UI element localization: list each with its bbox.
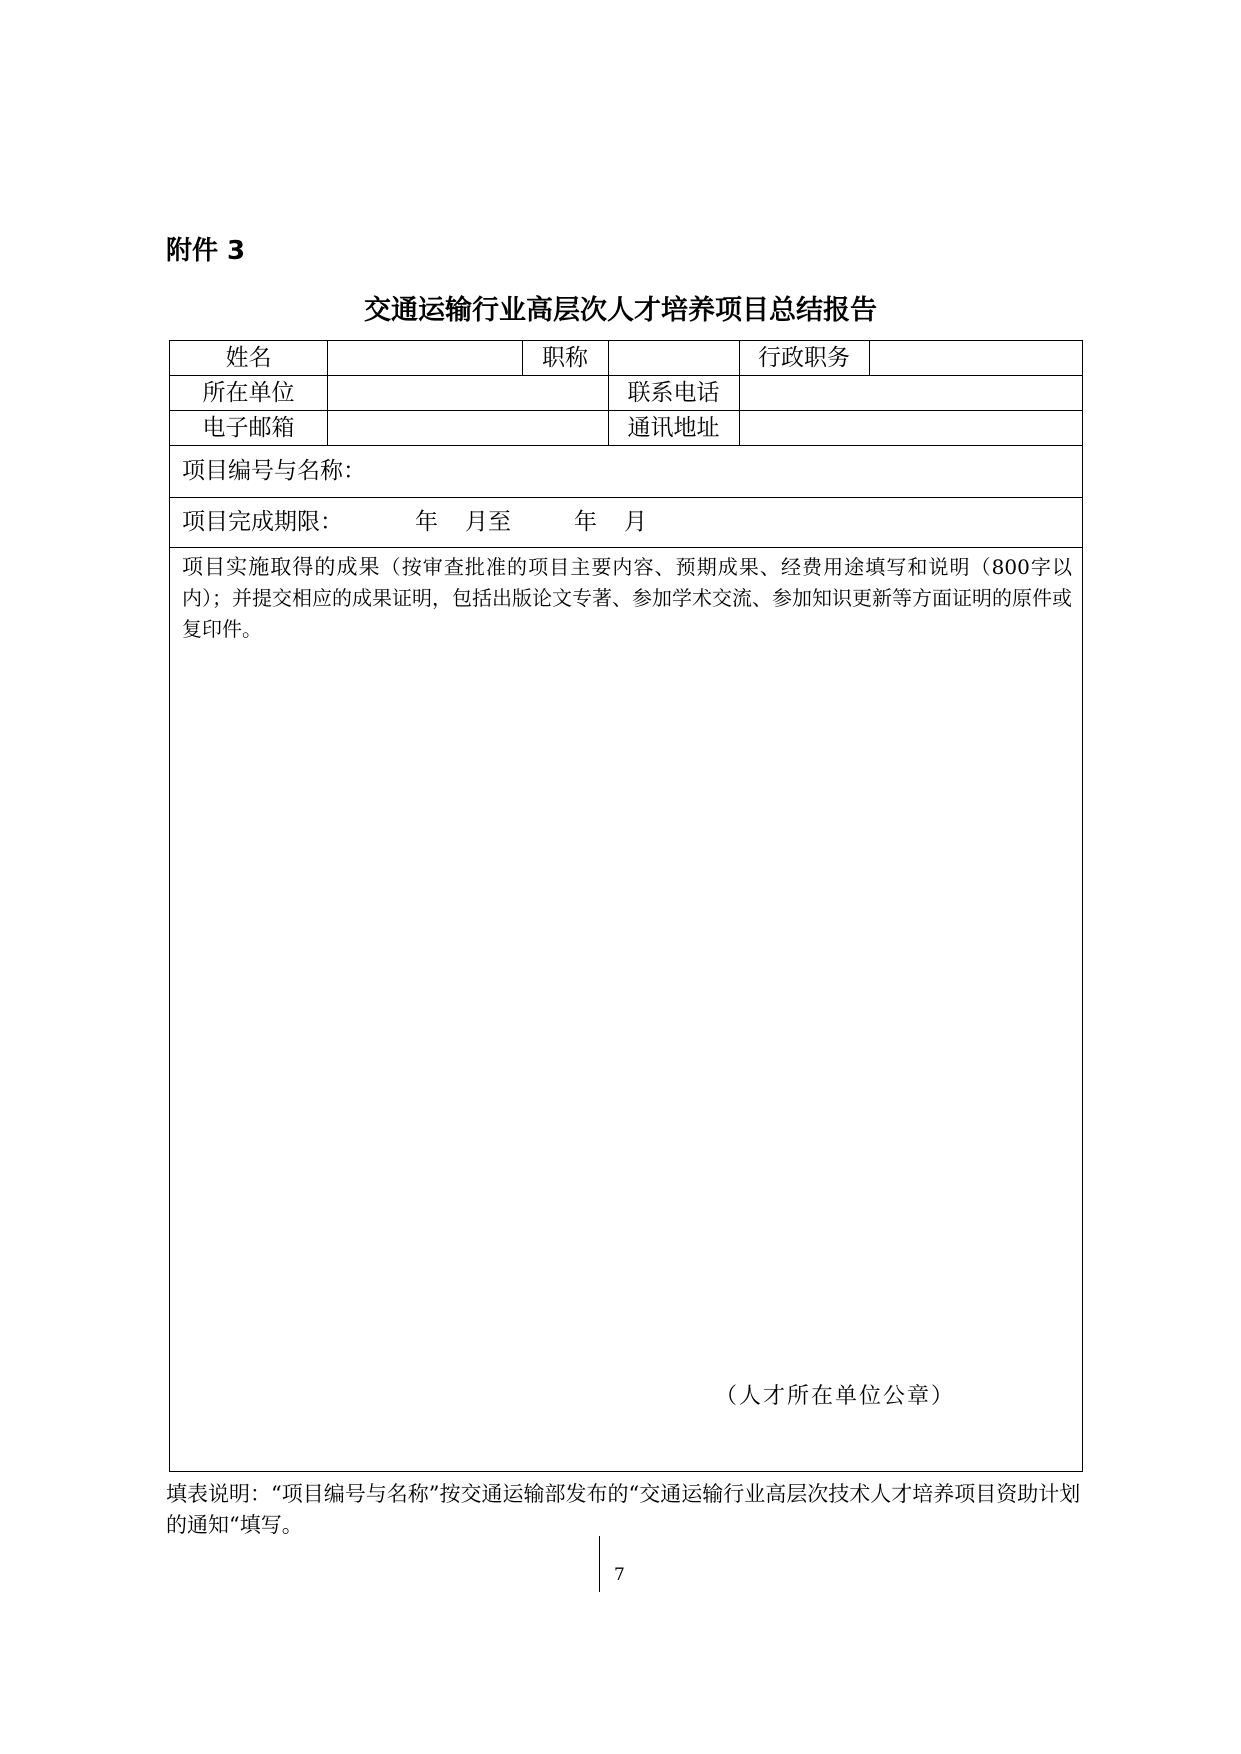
row-divider: [170, 410, 1082, 411]
achievement-description: （按审查批准的项目主要内容、预期成果、经费用途填写和说明（800字以内）；并提交相应的成果证明，包括出版论文专著、参加学术交流、参加知识更新等方面证明的原件或复印件。: [182, 555, 1072, 641]
period-label: 项目完成期限：: [182, 509, 343, 535]
org-field[interactable]: [328, 377, 607, 409]
email-field[interactable]: [328, 412, 607, 444]
page-number: 7: [614, 1565, 625, 1585]
period-year-end: 年: [574, 509, 597, 535]
row-divider: [170, 547, 1082, 548]
org-label: 所在单位: [202, 380, 295, 406]
project-field[interactable]: [370, 447, 1080, 495]
admin-post-label: 行政职务: [758, 345, 850, 371]
report-title: 交通运输行业高层次人才培养项目总结报告: [364, 295, 877, 326]
row-divider: [170, 445, 1082, 446]
phone-field[interactable]: [740, 377, 1081, 409]
title-field[interactable]: [609, 342, 738, 374]
period-month-end: 月: [624, 509, 647, 535]
address-field[interactable]: [740, 412, 1081, 444]
address-label: 通讯地址: [627, 415, 720, 441]
period-month-to: 月至: [465, 509, 511, 535]
phone-label: 联系电话: [627, 380, 720, 406]
row-divider: [170, 497, 1082, 498]
unit-seal-note: （人才所在单位公章）: [715, 1384, 956, 1409]
report-form: [169, 340, 1083, 1472]
period-year-start: 年: [415, 509, 438, 535]
achievement-instructions: [182, 552, 1072, 645]
page-number-divider: [599, 1536, 600, 1592]
name-field[interactable]: [328, 342, 521, 374]
title-label: 职称: [542, 345, 588, 371]
name-label: 姓名: [225, 345, 272, 371]
email-label: 电子邮箱: [202, 415, 295, 441]
achievement-field[interactable]: [182, 651, 1070, 1351]
row-divider: [170, 375, 1082, 376]
achievement-lead: 项目实施取得的成果: [182, 555, 381, 579]
attachment-label: 附件 3: [166, 236, 246, 266]
fill-instructions: 填表说明：“项目编号与名称”按交通运输部发布的“交通运输行业高层次技术人才培养项目资助计划的通知“填写。: [166, 1482, 1081, 1537]
admin-post-field[interactable]: [870, 342, 1081, 374]
project-label: 项目编号与名称：: [182, 458, 366, 484]
